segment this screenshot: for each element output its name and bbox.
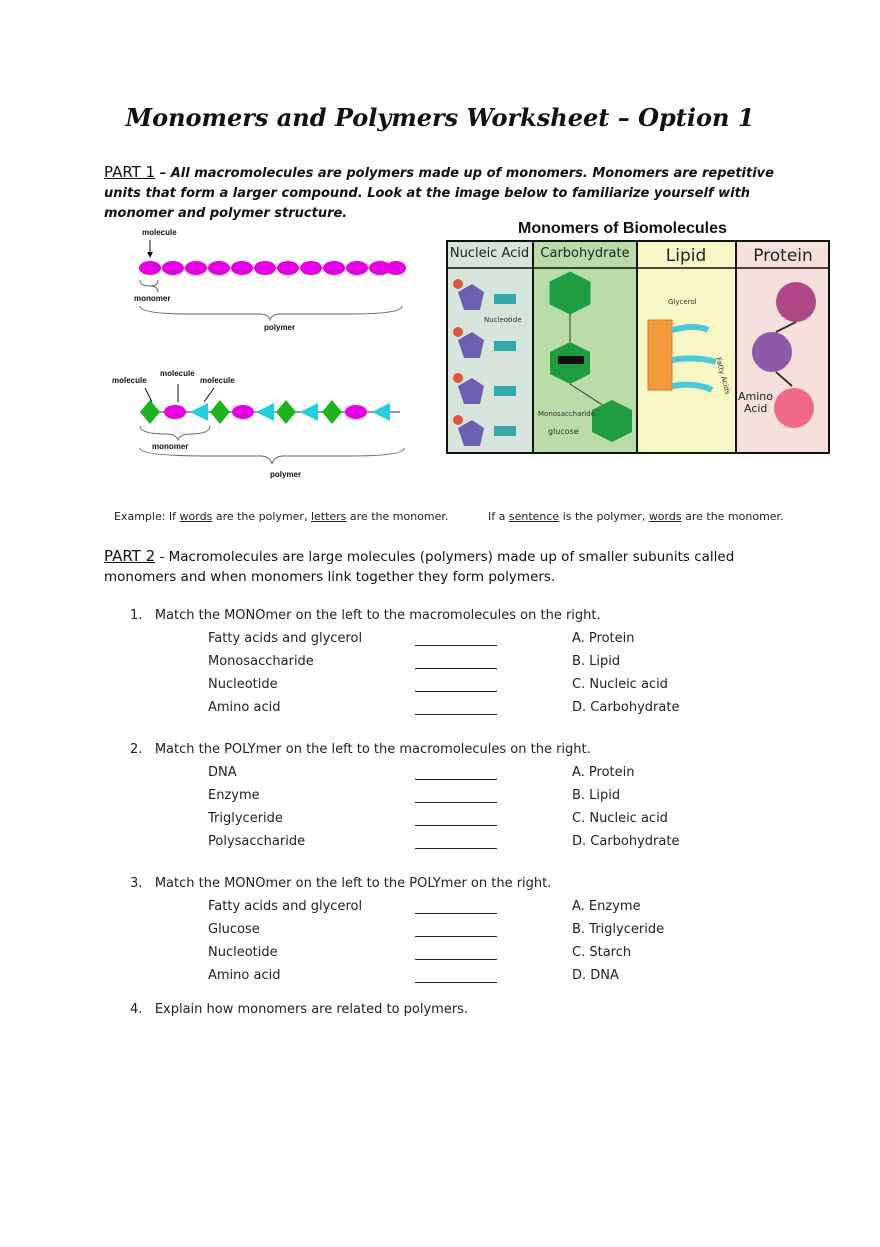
example-left-mid: are the polymer, (212, 510, 311, 523)
part2-text: - Macromolecules are large molecules (polymers) made up of smaller subunits called monomers and when monomers link together they form polymers. (104, 549, 735, 585)
part1-label: PART 1 (104, 163, 156, 181)
q1-left-1: Fatty acids and glycerol (208, 631, 363, 646)
q2-answer-2[interactable] (415, 788, 497, 803)
column-protein: Protein (753, 246, 813, 266)
question-3-prompt (130, 876, 551, 891)
part2-label: PART 2 (104, 547, 156, 565)
q1-left-4: Amino acid (208, 700, 281, 715)
molecule-center-label: molecule (160, 369, 195, 378)
q3-right-1: A. Enzyme (572, 899, 641, 914)
q3-answer-1[interactable] (415, 899, 497, 914)
q3-left-2: Glucose (208, 922, 260, 937)
q1-right-2: B. Lipid (572, 654, 621, 669)
q1-answer-4[interactable] (415, 700, 497, 715)
q2-right-1: A. Protein (572, 765, 635, 780)
polymer-bracket (140, 306, 402, 320)
part1-intro (104, 162, 774, 224)
q1-answer-1[interactable] (415, 631, 497, 646)
question-1-prompt (130, 608, 601, 623)
amino-label: Amino (738, 390, 773, 403)
worksheet-title: Monomers and Polymers Worksheet – Option 1 (125, 103, 755, 132)
q1-left-3: Nucleotide (208, 677, 278, 692)
q2-right-3: C. Nucleic acid (572, 811, 668, 826)
polymer2-bracket (140, 448, 404, 464)
column-carbohydrate: Carbohydrate (540, 246, 630, 261)
example-right-suffix: are the monomer. (681, 510, 784, 523)
homopolymer-chain (139, 261, 406, 275)
question-4-number: 4. (130, 1002, 143, 1017)
q1-answer-3[interactable] (415, 677, 497, 692)
monomer-label: monomer (134, 294, 171, 303)
example-right-mid: is the polymer, (559, 510, 649, 523)
question-2-prompt (130, 742, 591, 757)
example-left-u2: letters (310, 510, 347, 523)
monomer-bracket (140, 280, 158, 292)
molecule-label: molecule (142, 228, 177, 237)
q1-answer-2[interactable] (415, 654, 497, 669)
nucleotide-label: Nucleotide (484, 316, 522, 324)
q3-answer-3[interactable] (415, 945, 497, 960)
q2-left-2: Enzyme (208, 788, 260, 803)
copolymer-chain (140, 400, 400, 424)
polymer2-label: polymer (270, 470, 302, 479)
chain-drawing (110, 222, 410, 492)
glucose-label: glucose (548, 427, 579, 436)
q3-answer-4[interactable] (415, 968, 497, 983)
q2-right-2: B. Lipid (572, 788, 621, 803)
q2-answer-4[interactable] (415, 834, 497, 849)
q2-left-3: Triglyceride (208, 811, 283, 826)
q1-right-4: D. Carbohydrate (572, 700, 680, 715)
example-right-u2: words (648, 510, 682, 523)
example-right-u1: sentence (508, 510, 560, 523)
q3-right-2: B. Triglyceride (572, 922, 665, 937)
question-4-prompt (130, 1002, 468, 1017)
question-4-answer-area[interactable] (130, 1024, 770, 1144)
q3-right-4: D. DNA (572, 968, 619, 983)
q3-left-4: Amino acid (208, 968, 281, 983)
monomer-polymer-diagram (110, 222, 410, 492)
example-left-u1: words (179, 510, 213, 523)
part2-intro (104, 546, 754, 587)
example-right-prefix: If a (488, 510, 509, 523)
biomolecules-title: Monomers of Biomolecules (518, 220, 727, 237)
question-4-text: Explain how monomers are related to polymers. (154, 1002, 469, 1017)
column-lipid: Lipid (665, 246, 707, 266)
polymer-label: polymer (264, 323, 296, 332)
question-1-number: 1. (130, 608, 143, 623)
q2-left-4: Polysaccharide (208, 834, 306, 849)
acid-label: Acid (744, 402, 768, 415)
molecule-arrowhead (147, 252, 153, 258)
arrow-right (204, 388, 214, 402)
example-left (114, 510, 448, 523)
q1-left-2: Monosaccharide (208, 654, 314, 669)
molecule-right-label: molecule (200, 376, 235, 385)
monomer2-bracket (140, 426, 210, 440)
q1-right-1: A. Protein (572, 631, 635, 646)
question-2-text: Match the POLYmer on the left to the macromolecules on the right. (154, 742, 591, 757)
q2-right-4: D. Carbohydrate (572, 834, 680, 849)
example-right (488, 510, 784, 523)
question-2-number: 2. (130, 742, 143, 757)
q3-answer-2[interactable] (415, 922, 497, 937)
question-1-text: Match the MONOmer on the left to the macromolecules on the right. (154, 608, 601, 623)
fatty-acids-label: Fatty Acids (714, 356, 732, 396)
q3-left-3: Nucleotide (208, 945, 278, 960)
question-3-text: Match the MONOmer on the left to the POLYmer on the right. (154, 876, 552, 891)
monosaccharide-label: Monosaccharide (538, 410, 595, 418)
q3-right-3: C. Starch (572, 945, 632, 960)
q1-right-3: C. Nucleic acid (572, 677, 668, 692)
column-nucleic-acid: Nucleic Acid (449, 246, 530, 261)
q3-left-1: Fatty acids and glycerol (208, 899, 363, 914)
monomer2-label: monomer (152, 442, 189, 451)
q2-left-1: DNA (208, 765, 237, 780)
biomolecules-panel (446, 240, 830, 476)
glycerol-label: Glycerol (668, 298, 697, 306)
example-left-prefix: Example: If (114, 510, 180, 523)
example-left-suffix: are the monomer. (346, 510, 449, 523)
q2-answer-1[interactable] (415, 765, 497, 780)
arrow-left (145, 388, 152, 402)
molecule-left-label: molecule (112, 376, 147, 385)
q2-answer-3[interactable] (415, 811, 497, 826)
part1-text: – All macromolecules are polymers made up of monomers. Monomers are repetitive units that form a larger compound. Look at the image below to familiarize yourself with monomer and polymer structure. (104, 166, 774, 221)
question-3-number: 3. (130, 876, 143, 891)
